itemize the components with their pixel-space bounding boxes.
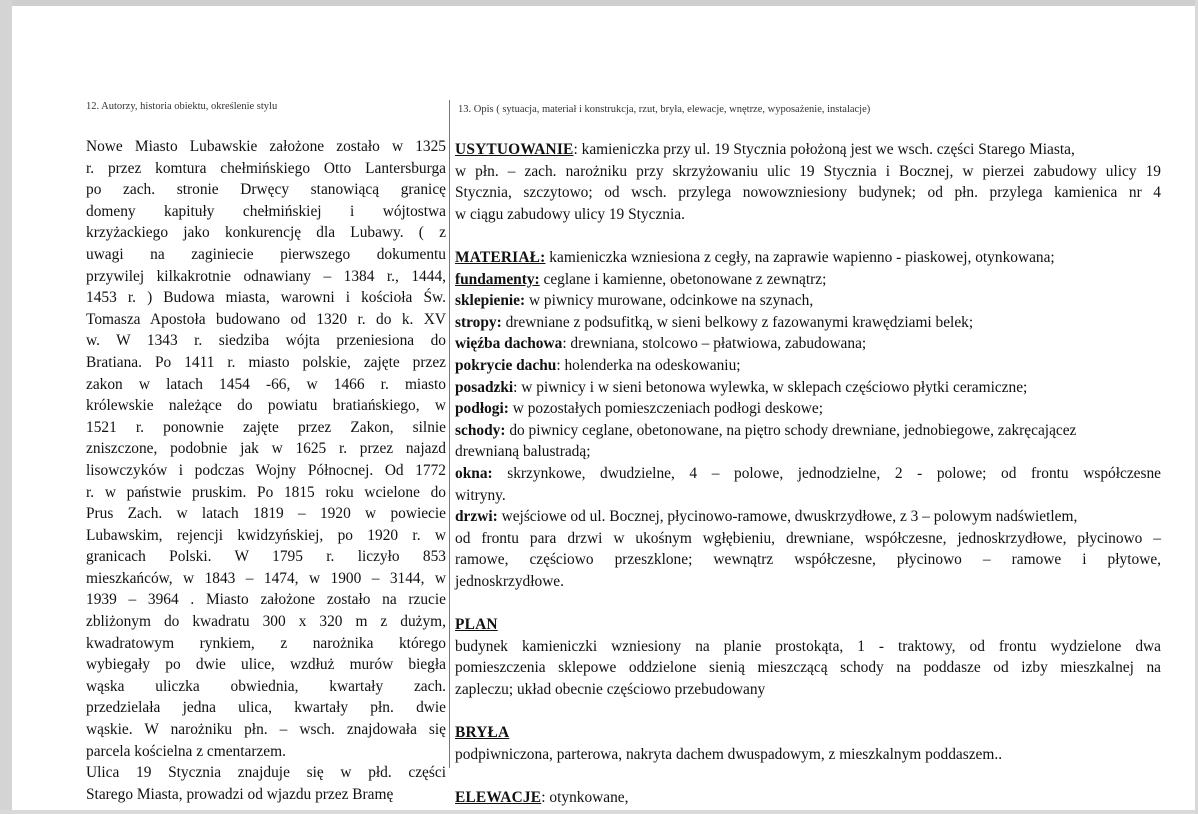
fundamenty-label: fundamenty: [455,270,540,288]
history-text [86,136,446,805]
stropy-label: stropy: [455,313,502,331]
usytuowanie-line: Stycznia, szczytowo; od wsch. przylega nowowzniesiony budynek; od płn. przylega kamienica nr 4 [455,184,1161,202]
history-line: wąska uliczka obwiednia, kwartały zach. [86,677,446,695]
bryla-heading-line [455,722,1161,744]
plan-heading-line [455,614,1161,636]
history-line: r. przez komtura chełmińskiego Otto Lantersburga [86,159,446,177]
usytuowanie-line: USYTUOWANIE: kamieniczka przy ul. 19 Stycznia położoną jest we wsch. części Starego Miasta, [455,141,1075,158]
posadzki-label: posadzki [455,378,514,396]
scan-edge-top [0,0,1198,6]
history-line: po zach. stronie Drwęcy stanowiącą granicę [86,181,446,199]
posadzki-line: posadzki: w piwnicy i w sieni betonowa wylewka, w sklepach częściowo płytki ceramiczne; [455,378,1028,396]
history-line: królewskie należące do powiatu bratiańskiego, w [86,397,446,415]
stropy-line: stropy: drewniane z podsufitką, w sieni belkowy z fazowanymi krawędziami belek; [455,313,974,331]
history-line: zniszczone, podobnie jak w 1625 r. przez najazd [86,440,446,458]
bryla-line: podpiwniczona, parterowa, nakryta dachem dwuspadowym, z mieszkalnym poddaszem.. [455,745,1003,763]
drzwi-line: drzwi: wejściowe od ul. Bocznej, płycinowo-ramowe, dwuskrzydłowe, z 3 – polowym nadświetlem, [455,508,1078,526]
right-column-heading: 13. Opis ( sytuacja, materiał i konstrukcja, rzut, bryła, elewacje, wnętrze, wyposażenie, instalacje) [458,104,871,115]
history-line: Ulica 19 Stycznia znajduje się w płd. części [86,764,446,782]
drzwi-label: drzwi: [455,508,498,526]
history-line: Bratiana. Po 1411 r. miasto polskie, zajęte przez [86,353,446,371]
history-line: przywilej kilkakrotnie odnawiany – 1384 r., 1444, [86,267,446,285]
history-line: wybiegały po dwie ulice, wzdłuż murów biegła [86,656,446,674]
history-line: kwadratowym rynkiem, z narożnika którego [86,634,446,652]
plan-line: zapleczu; układ obecnie częściowo przebudowany [455,680,766,698]
schody-line: schody: do piwnicy ceglane, obetonowane, na piętro schody drewniane, jednobiegowe, zakręcającez [455,421,1077,439]
history-line: r. w państwie pruskim. Po 1815 roku wcielone do [86,483,446,501]
history-line: mieszkańców, w 1843 – 1474, w 1900 – 3144, w [86,569,446,587]
podlogi-label: podłogi: [455,400,509,418]
sklepienie-label: sklepienie: [455,292,526,310]
history-line: zakon w latach 1454 -66, w 1466 r. miasto [86,375,446,393]
history-line: 1939 – 3964 . Miasto założone zostało na rzucie [86,591,446,609]
sklepienie-line: sklepienie: w piwnicy murowane, odcinkowe na szynach, [455,292,814,310]
okna-line: witryny. [455,486,506,504]
history-line: 1453 r. ) Budowa miasta, warowni i kościoła Św. [86,289,446,307]
history-line: Lubawskim, rejencji kwidzyńskiej, po 1920 r. w [86,526,446,544]
history-line: wąskie. W narożniku płn. – wsch. znajdowała się [86,721,446,739]
history-line: Nowe Miasto Lubawskie założone zostało w 1325 [86,138,446,155]
bryla-heading: BRYŁA [455,724,510,742]
scan-edge-left [0,0,12,814]
plan-line: budynek kamieniczki wzniesiony na planie prostokąta, 1 - traktowy, od frontu wydzielone dwa [455,637,1161,655]
history-line: granicach Polski. W 1795 r. liczyło 853 [86,548,446,566]
usytuowanie-heading: USYTUOWANIE [455,141,574,158]
plan-heading: PLAN [455,616,498,634]
history-line: w. W 1343 r. siedziba wójta przeniesiona do [86,332,446,350]
material-line: MATERIAŁ: kamieniczka wzniesiona z cegły, na zaprawie wapienno - piaskowej, otynkowana; [455,248,1055,266]
pokrycie-label: pokrycie dachu [455,356,557,374]
history-line: przedzielała jedna ulica, kwartały płn. dwie [86,699,446,717]
podlogi-line: podłogi: w pozostałych pomieszczeniach podłogi deskowe; [455,400,824,418]
history-line: Starego Miasta, prowadzi od wjazdu przez Bramę [86,785,394,803]
left-column-heading: 12. Autorzy, historia obiektu, określenie stylu [86,101,278,112]
history-line: Tomasza Apostoła budowano od 1320 r. do k. XV [86,310,446,328]
scan-edge-bottom [0,810,1198,814]
wiezba-label: więźba dachowa [455,335,563,353]
wiezba-line: więźba dachowa: drewniana, stolcowo – płatwiowa, zabudowana; [455,335,867,353]
history-line: zbliżonym do kwadratu 300 x 320 m z dużym, [86,613,446,631]
elewacje-heading: ELEWACJE [455,788,542,806]
fundamenty-line: fundamenty: ceglane i kamienne, obetonowane z zewnątrz; [455,270,827,288]
drzwi-line: ramowe, częściowo przeszklone; wewnątrz współczesne, płycinowo – ramowe i płytowe, [455,551,1161,569]
history-line: domeny kapituły chełmińskiej i wójtostwa [86,202,446,220]
history-line: Prus Zach. w latach 1819 – 1920 w powiecie [86,505,446,523]
usytuowanie-line: w ciągu zabudowy ulicy 19 Stycznia. [455,205,685,223]
column-divider [449,100,450,768]
history-line: 1521 r. ponownie zajęte przez Zakon, silnie [86,418,446,436]
history-line: parcela kościelna z cmentarzem. [86,742,286,760]
schody-label: schody: [455,421,506,439]
history-line: krzyżackiego jako konkurencję dla Lubawy. ( z [86,224,446,242]
pokrycie-line: pokrycie dachu: holenderka na odeskowaniu; [455,356,741,374]
history-line: uwagi na zaginiecie pierwszego dokumentu [86,245,446,263]
plan-line: pomieszczenia sklepowe oddzielone sienią mieszczącą schody na poddasze od izby mieszkalnej na [455,659,1161,677]
okna-line: okna: skrzynkowe, dwudzielne, 4 – polowe, jednodzielne, 2 - polowe; od frontu współczesne [455,464,1161,482]
history-line: lisowczyków i podczas Wojny Północnej. Od 1772 [86,461,446,479]
drzwi-line: jednoskrzydłowe. [455,572,564,590]
usytuowanie-line: w płn. – zach. narożniku przy skrzyżowaniu ulic 19 Stycznia i Bocznej, w pierzei zabudowy ulicy 19 [455,162,1161,180]
material-heading: MATERIAŁ: [455,248,546,266]
okna-label: okna: [455,464,493,482]
drzwi-line: od frontu para drzwi w ukośnym wgłębieniu, drewniane, współczesne, jednoskrzydłowe, płycinowo – [455,529,1161,547]
elewacje-line: ELEWACJE: otynkowane, [455,788,629,806]
description-text [455,139,1161,808]
schody-line: drewnianą balustradą; [455,443,591,461]
